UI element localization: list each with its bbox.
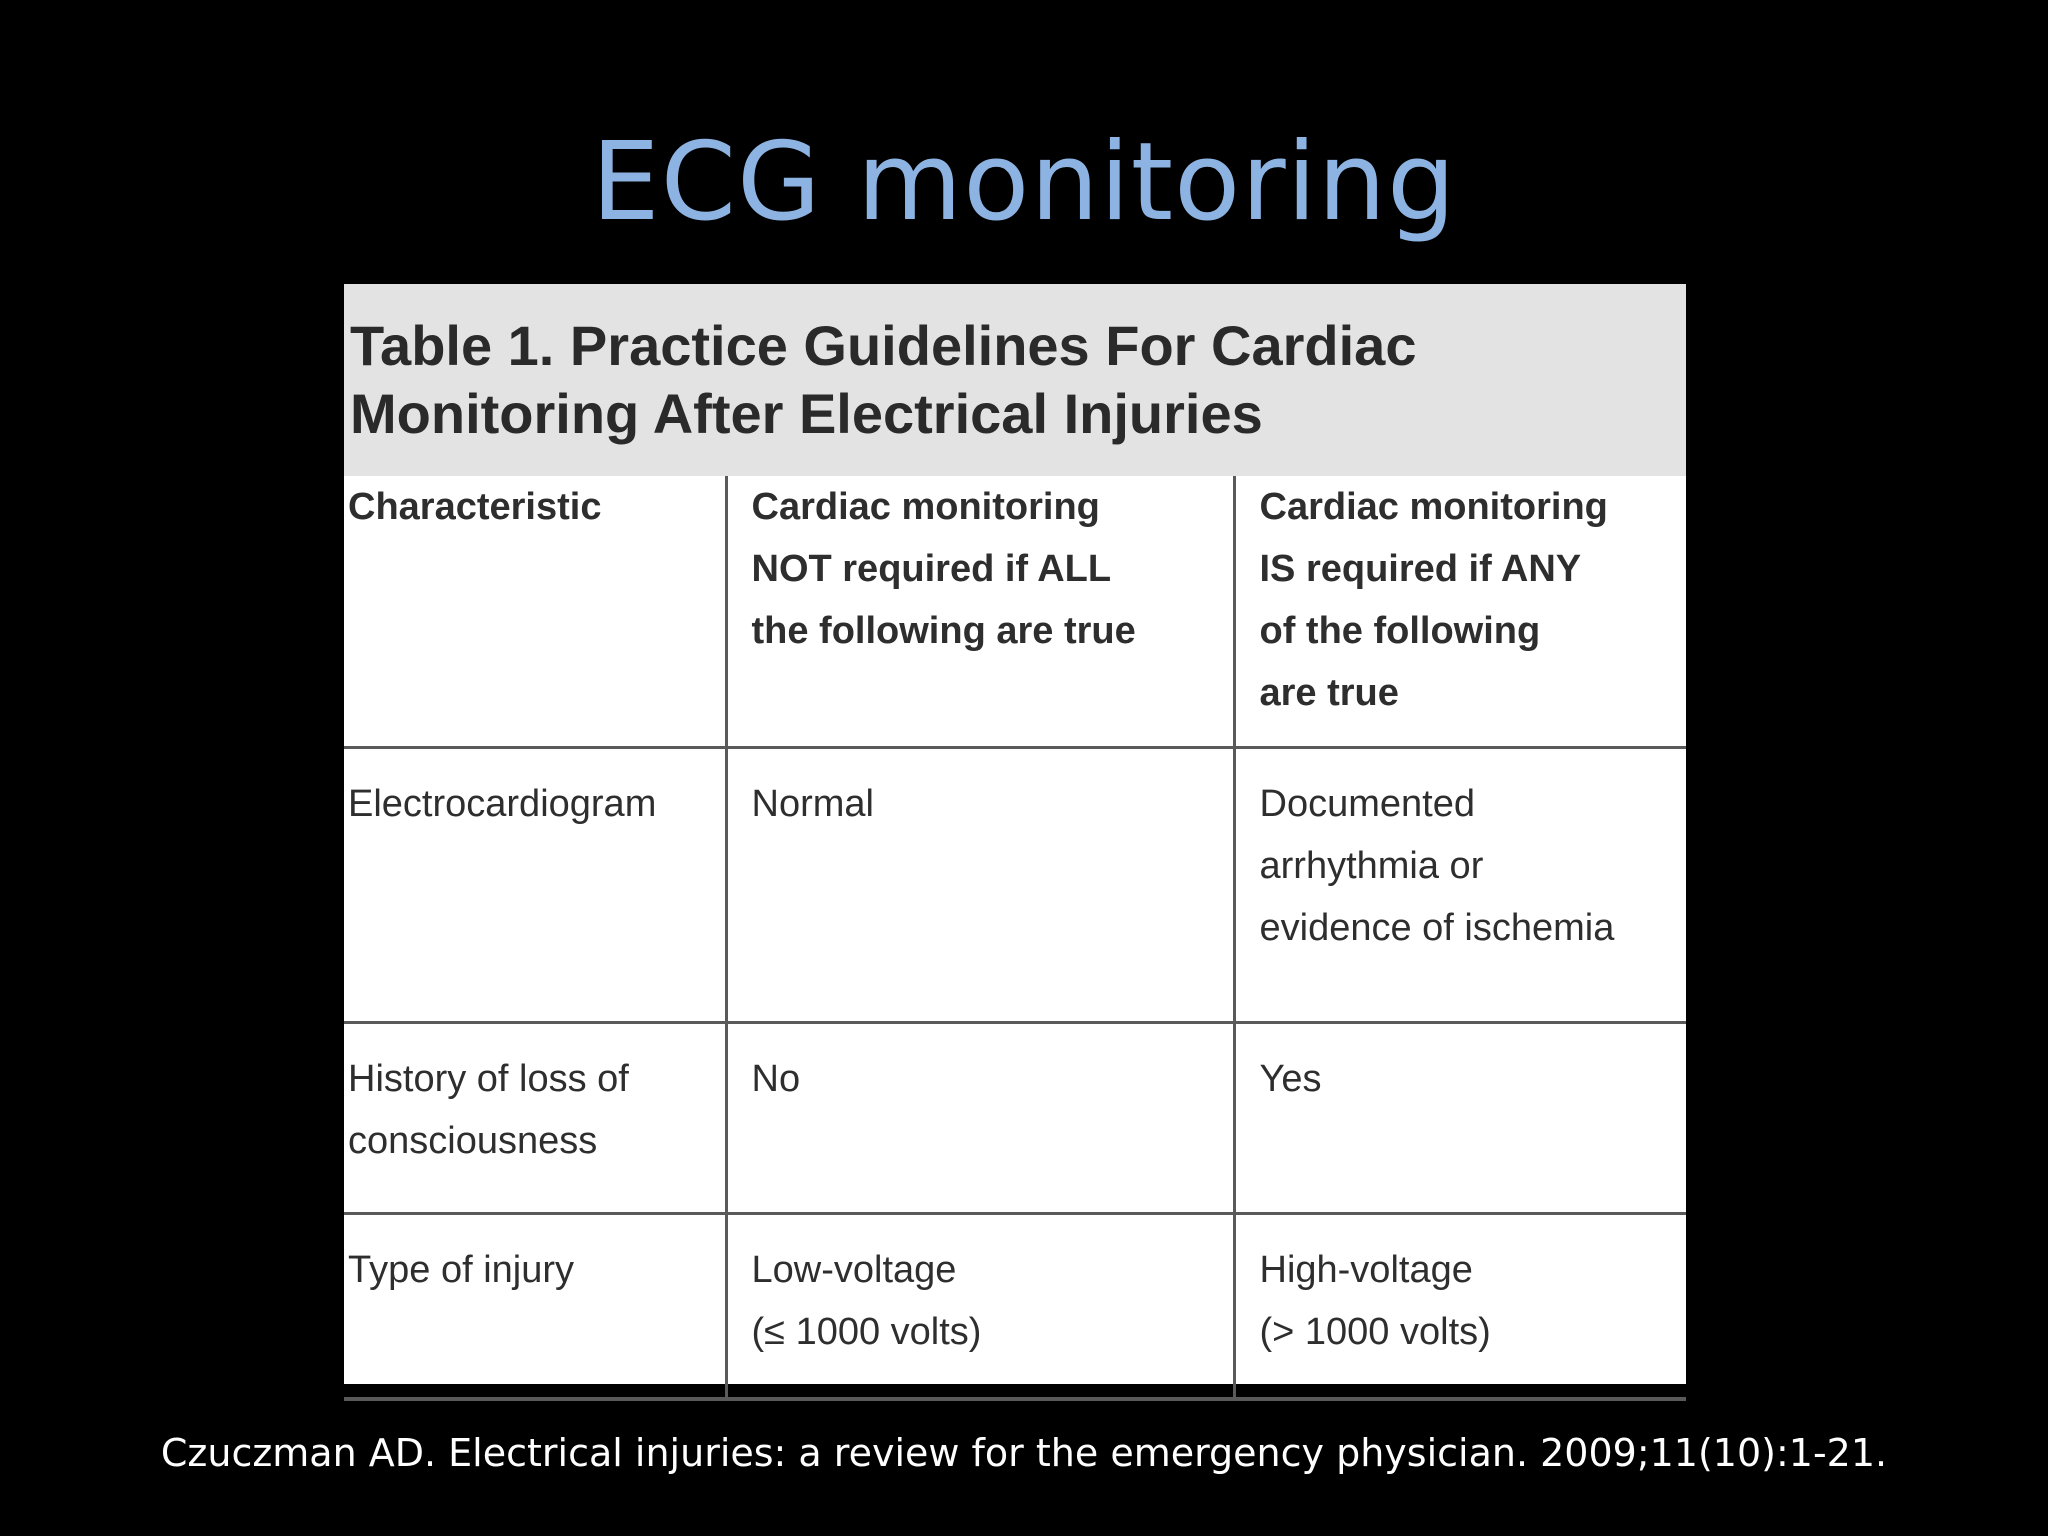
header-line: are true: [1259, 672, 1399, 714]
cell-line: (> 1000 volts): [1259, 1311, 1491, 1353]
table-caption: [344, 284, 1686, 476]
cell-line: (≤ 1000 volts): [751, 1311, 982, 1353]
cell-not-required: [726, 1023, 1234, 1214]
cell-line: Low-voltage: [751, 1249, 957, 1291]
citation: Czuczman AD. Electrical injuries: a review for the emergency physician. 2009;11(10):1-21.: [160, 1431, 1888, 1475]
header-line: IS required if ANY: [1259, 548, 1582, 590]
header-required: [1234, 476, 1686, 748]
cell-line: High-voltage: [1259, 1249, 1473, 1291]
cell-not-required: [726, 748, 1234, 1023]
cell-required: [1234, 748, 1686, 1023]
cell-line: No: [751, 1058, 801, 1100]
cell-line: consciousness: [348, 1120, 598, 1162]
guidelines-table: [344, 476, 1686, 1401]
cell-line: Electrocardiogram: [348, 783, 657, 825]
table-caption-line: Monitoring After Electrical Injuries: [350, 382, 1263, 445]
cell-line: evidence of ischemia: [1259, 907, 1615, 949]
header-line: the following are true: [751, 610, 1136, 652]
header-characteristic: [344, 476, 726, 748]
table-row: [344, 1023, 1686, 1214]
guidelines-table-figure: [344, 284, 1686, 1384]
cell-characteristic: [344, 1023, 726, 1214]
cell-not-required: [726, 1214, 1234, 1400]
header-line: Cardiac monitoring: [1259, 486, 1608, 528]
header-line: of the following: [1259, 610, 1541, 652]
header-line: Characteristic: [348, 486, 602, 528]
cell-line: Type of injury: [348, 1249, 574, 1291]
slide-title: ECG monitoring: [591, 120, 1457, 245]
table-header-row: [344, 476, 1686, 748]
cell-line: arrhythmia or: [1259, 845, 1484, 887]
cell-characteristic: [344, 748, 726, 1023]
cell-required: [1234, 1023, 1686, 1214]
header-line: Cardiac monitoring: [751, 486, 1100, 528]
table-caption-line: Table 1. Practice Guidelines For Cardiac: [350, 314, 1417, 377]
header-not-required: [726, 476, 1234, 748]
table-row: [344, 748, 1686, 1023]
header-line: NOT required if ALL: [751, 548, 1112, 590]
cell-required: [1234, 1214, 1686, 1400]
cell-line: Yes: [1259, 1058, 1322, 1100]
table-row: [344, 1214, 1686, 1400]
cell-characteristic: [344, 1214, 726, 1400]
cell-line: Documented: [1259, 783, 1475, 825]
cell-line: Normal: [751, 783, 874, 825]
cell-line: History of loss of: [348, 1058, 629, 1100]
